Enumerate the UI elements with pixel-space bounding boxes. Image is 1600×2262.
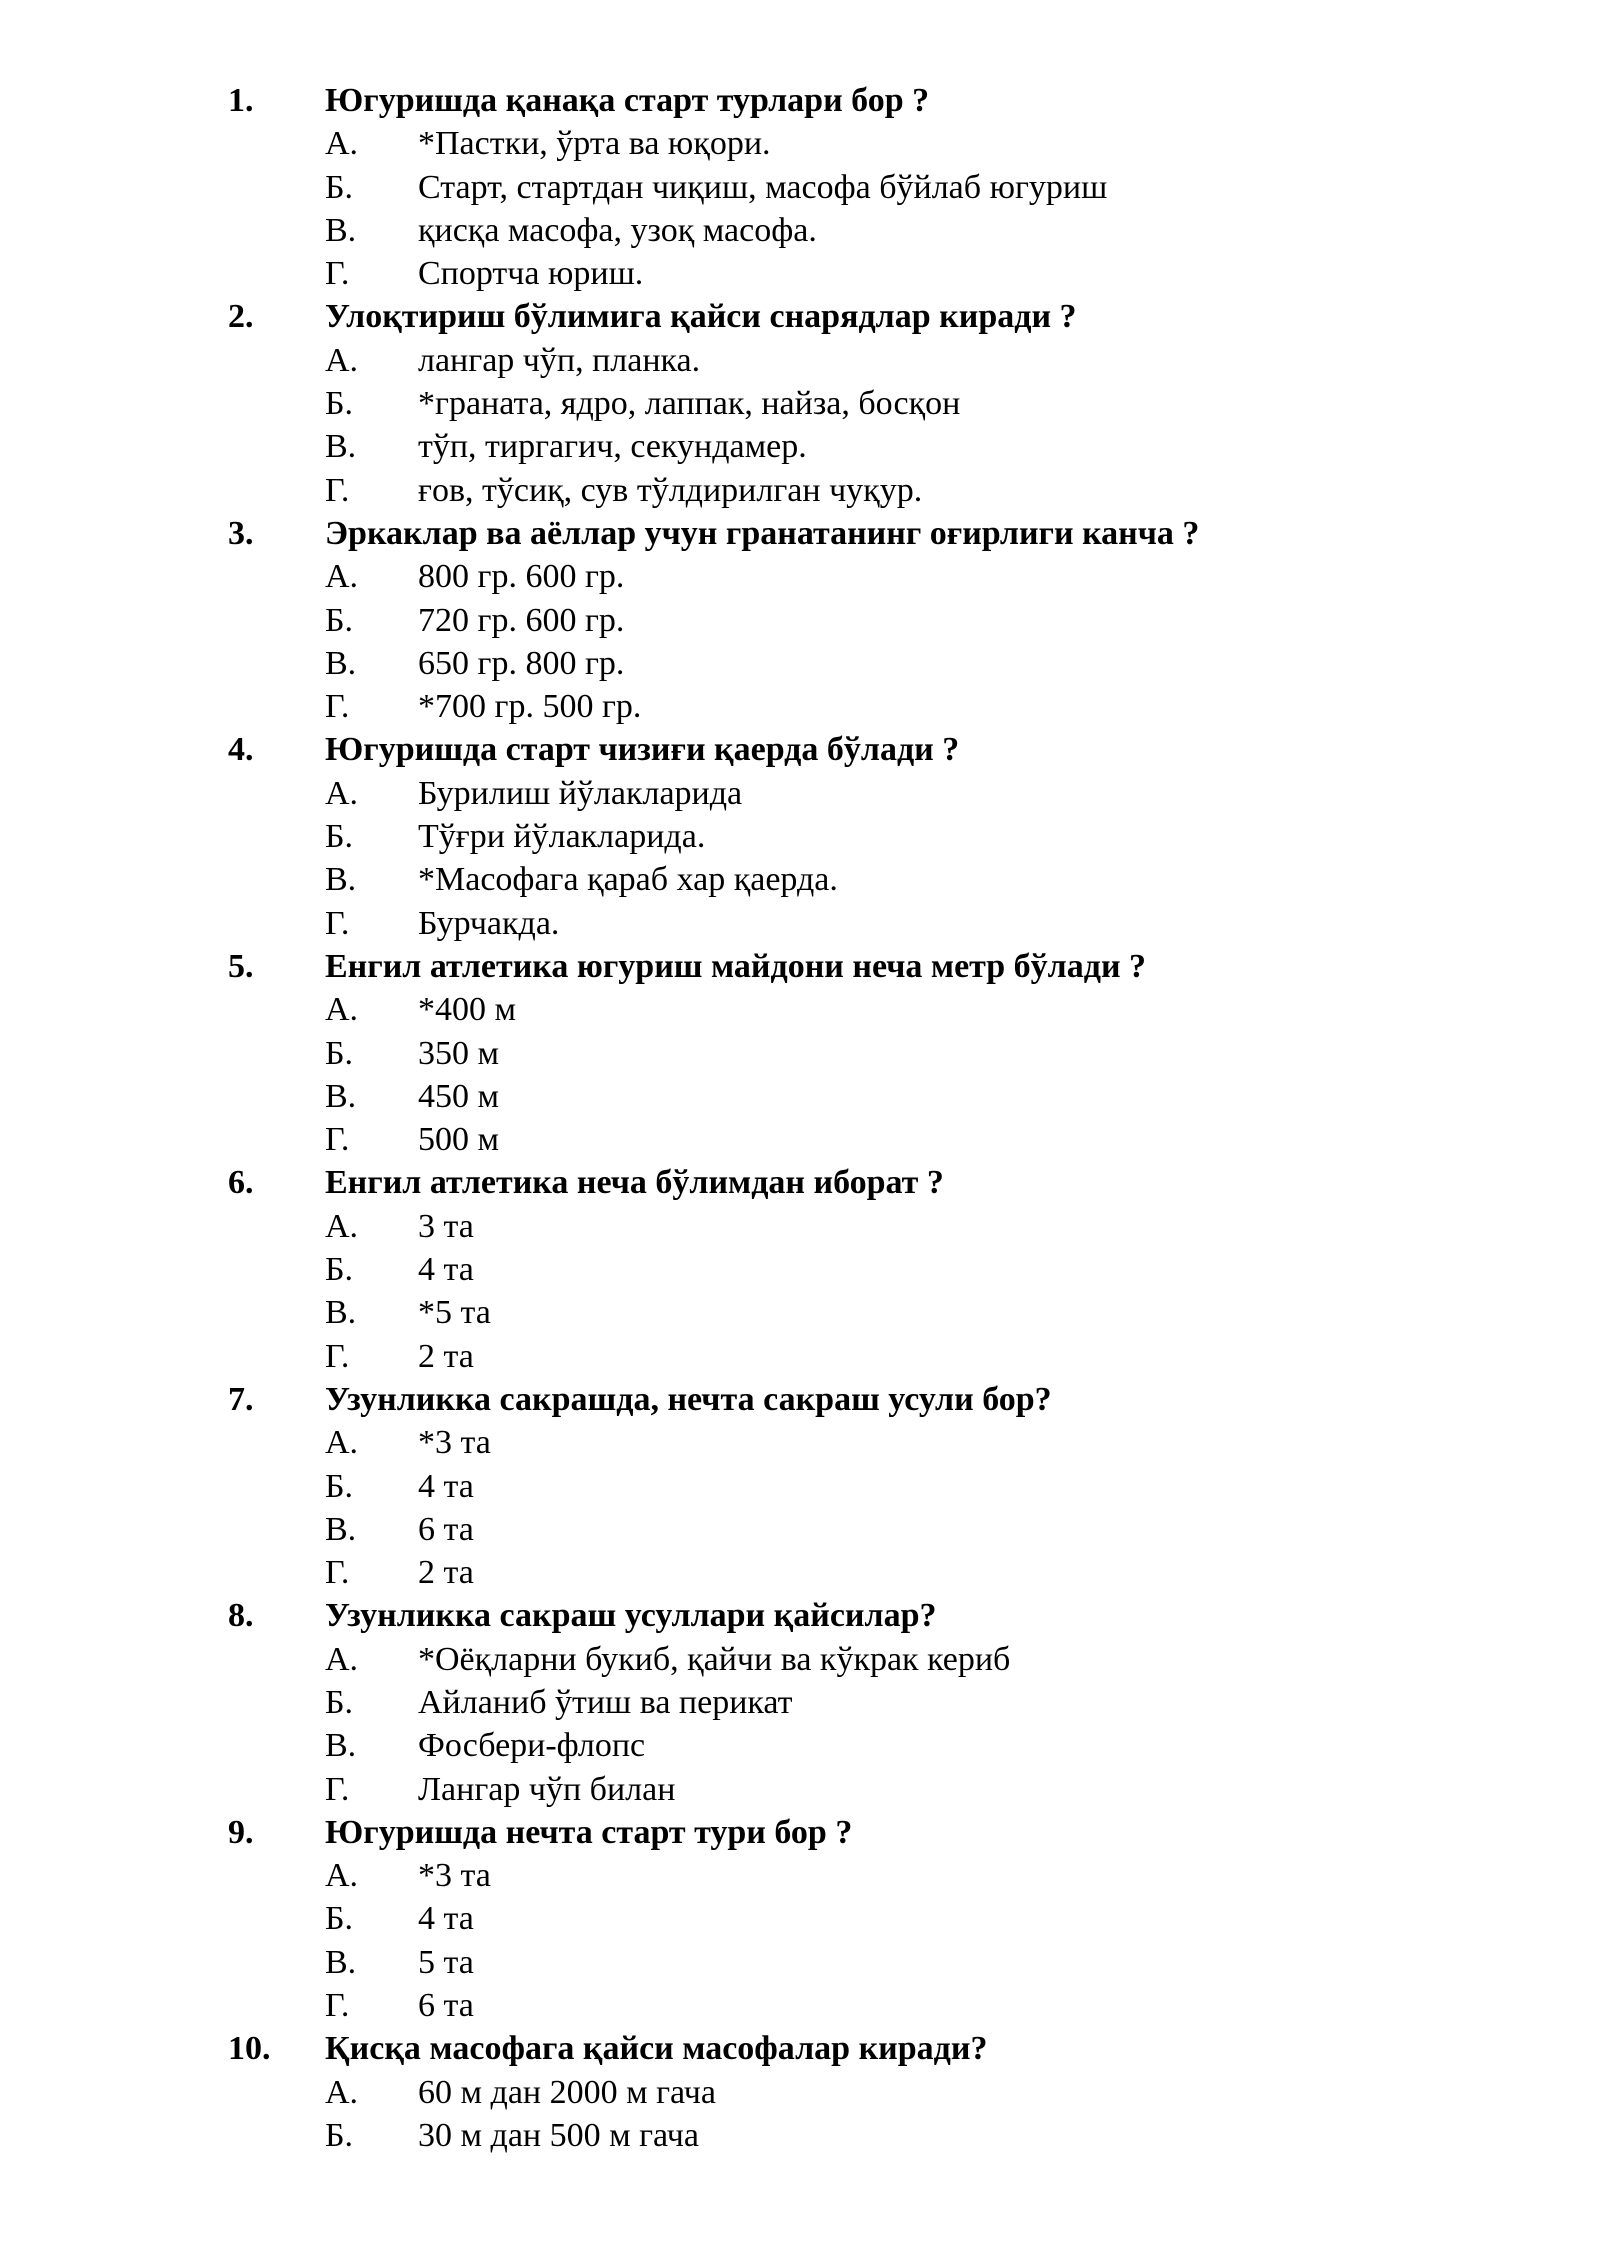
answer-option bbox=[0, 1118, 1600, 1161]
answer-option bbox=[0, 122, 1600, 165]
answer-option bbox=[0, 1032, 1600, 1075]
answer-option bbox=[0, 1854, 1600, 1897]
option-letter: В. bbox=[325, 1510, 357, 1548]
option-text: Лангар чўп билан bbox=[418, 1770, 676, 1808]
option-letter: А. bbox=[325, 558, 359, 596]
option-text: *3 та bbox=[418, 1857, 491, 1895]
question-number: 10. bbox=[228, 2030, 271, 2068]
option-letter: В. bbox=[325, 1077, 357, 1115]
question-item bbox=[0, 1378, 1600, 1594]
answer-option bbox=[0, 772, 1600, 815]
answer-option bbox=[0, 1768, 1600, 1811]
option-text: қисқа масофа, узоқ масофа. bbox=[418, 211, 817, 249]
answer-option bbox=[0, 642, 1600, 685]
answer-option bbox=[0, 1551, 1600, 1594]
question-number: 6. bbox=[228, 1164, 254, 1202]
quiz-list bbox=[0, 79, 1600, 2157]
question-text: Югуришда старт чизиғи қаерда бўлади ? bbox=[325, 731, 960, 769]
option-letter: Б. bbox=[325, 2116, 354, 2154]
question-text: Узунликка сакрашда, нечта сакраш усули бор? bbox=[325, 1380, 1052, 1418]
option-letter: В. bbox=[325, 1943, 357, 1981]
option-text: 3 та bbox=[418, 1207, 474, 1245]
question-item bbox=[0, 945, 1600, 1161]
option-letter: А. bbox=[325, 1857, 359, 1895]
option-text: 4 та bbox=[418, 1900, 474, 1938]
answer-option bbox=[0, 252, 1600, 295]
question-text: Эркаклар ва аёллар учун гранатанинг оғирлиги канча ? bbox=[325, 514, 1200, 552]
answer-option bbox=[0, 902, 1600, 945]
option-text: *Оёқларни букиб, қайчи ва кўкрак кериб bbox=[418, 1640, 1011, 1678]
option-letter: Б. bbox=[325, 1251, 354, 1289]
answer-option bbox=[0, 599, 1600, 642]
answer-option bbox=[0, 1421, 1600, 1464]
option-text: 2 та bbox=[418, 1554, 474, 1592]
question-heading bbox=[0, 295, 1600, 338]
option-text: Старт, стартдан чиқиш, масофа бўйлаб югуриш bbox=[418, 168, 1108, 206]
answer-option bbox=[0, 1465, 1600, 1508]
question-heading bbox=[0, 1378, 1600, 1421]
option-text: 4 та bbox=[418, 1251, 474, 1289]
option-text: 350 м bbox=[418, 1034, 500, 1072]
question-text: Қисқа масофага қайси масофалар киради? bbox=[325, 2030, 988, 2068]
answer-option bbox=[0, 209, 1600, 252]
option-text: 6 та bbox=[418, 1510, 474, 1548]
answer-option bbox=[0, 382, 1600, 425]
answer-option bbox=[0, 555, 1600, 598]
option-text: *3 та bbox=[418, 1424, 491, 1462]
answer-option bbox=[0, 1941, 1600, 1984]
question-number: 3. bbox=[228, 514, 254, 552]
question-text: Югуришда нечта старт тури бор ? bbox=[325, 1813, 853, 1851]
answer-option bbox=[0, 1984, 1600, 2027]
question-heading bbox=[0, 79, 1600, 122]
option-letter: В. bbox=[325, 211, 357, 249]
answer-option bbox=[0, 166, 1600, 209]
answer-option bbox=[0, 988, 1600, 1031]
option-text: тўп, тиргагич, секундамер. bbox=[418, 428, 807, 466]
question-item bbox=[0, 728, 1600, 944]
question-text: Югуришда қанақа старт турлари бор ? bbox=[325, 82, 930, 119]
option-text: *700 гр. 500 гр. bbox=[418, 688, 642, 726]
option-letter: Г. bbox=[325, 1121, 350, 1159]
question-item bbox=[0, 512, 1600, 728]
option-letter: Г. bbox=[325, 1987, 350, 2025]
answer-option bbox=[0, 1724, 1600, 1767]
answer-option bbox=[0, 1508, 1600, 1551]
question-item bbox=[0, 295, 1600, 511]
question-text: Енгил атлетика югуриш майдони неча метр бўлади ? bbox=[325, 947, 1147, 985]
option-letter: Г. bbox=[325, 1770, 350, 1808]
question-number: 2. bbox=[228, 298, 254, 336]
question-number: 1. bbox=[228, 82, 254, 119]
option-text: ғов, тўсиқ, сув тўлдирилган чуқур. bbox=[418, 471, 923, 509]
option-text: 720 гр. 600 гр. bbox=[418, 601, 625, 639]
option-text: 650 гр. 800 гр. bbox=[418, 644, 625, 682]
option-letter: Б. bbox=[325, 1467, 354, 1505]
answer-option bbox=[0, 858, 1600, 901]
question-heading bbox=[0, 1811, 1600, 1854]
question-heading bbox=[0, 2027, 1600, 2070]
question-text: Узунликка сакраш усуллари қайсилар? bbox=[325, 1597, 937, 1635]
option-text: 500 м bbox=[418, 1121, 500, 1159]
option-letter: А. bbox=[325, 774, 359, 812]
option-letter: Б. bbox=[325, 385, 354, 423]
question-number: 5. bbox=[228, 947, 254, 985]
option-letter: Г. bbox=[325, 904, 350, 942]
option-letter: А. bbox=[325, 1640, 359, 1678]
answer-option bbox=[0, 1335, 1600, 1378]
answer-option bbox=[0, 469, 1600, 512]
question-item bbox=[0, 2027, 1600, 2157]
question-number: 9. bbox=[228, 1813, 254, 1851]
option-text: Фосбери-флопс bbox=[418, 1727, 646, 1765]
answer-option bbox=[0, 1075, 1600, 1118]
option-text: 60 м дан 2000 м гача bbox=[418, 2073, 716, 2111]
option-text: 30 м дан 500 м гача bbox=[418, 2116, 699, 2154]
question-text: Улоқтириш бўлимига қайси снарядлар киради ? bbox=[325, 298, 1077, 336]
option-letter: Б. bbox=[325, 818, 354, 856]
option-letter: А. bbox=[325, 991, 359, 1029]
option-text: Бурчакда. bbox=[418, 904, 560, 942]
option-letter: А. bbox=[325, 341, 359, 379]
option-text: Бурилиш йўлакларида bbox=[418, 774, 743, 812]
question-heading bbox=[0, 945, 1600, 988]
question-heading bbox=[0, 728, 1600, 771]
option-text: 2 та bbox=[418, 1337, 474, 1375]
option-text: *Масофага қараб хар қаерда. bbox=[418, 861, 838, 899]
option-letter: Г. bbox=[325, 255, 350, 293]
answer-option bbox=[0, 1681, 1600, 1724]
option-letter: Б. bbox=[325, 1683, 354, 1721]
option-letter: Б. bbox=[325, 1034, 354, 1072]
answer-option bbox=[0, 2114, 1600, 2157]
option-letter: Г. bbox=[325, 1337, 350, 1375]
answer-option bbox=[0, 1638, 1600, 1681]
option-letter: А. bbox=[325, 2073, 359, 2111]
option-letter: В. bbox=[325, 1727, 357, 1765]
option-letter: Б. bbox=[325, 168, 354, 206]
option-letter: Г. bbox=[325, 688, 350, 726]
answer-option bbox=[0, 2071, 1600, 2114]
question-item bbox=[0, 79, 1600, 295]
option-text: *5 та bbox=[418, 1294, 491, 1332]
option-letter: Б. bbox=[325, 601, 354, 639]
option-letter: В. bbox=[325, 861, 357, 899]
option-letter: Г. bbox=[325, 1554, 350, 1592]
option-letter: Б. bbox=[325, 1900, 354, 1938]
question-heading bbox=[0, 512, 1600, 555]
answer-option bbox=[0, 425, 1600, 468]
option-text: *граната, ядро, лаппак, найза, босқон bbox=[418, 385, 961, 423]
question-number: 7. bbox=[228, 1380, 254, 1418]
answer-option bbox=[0, 1291, 1600, 1334]
option-text: 5 та bbox=[418, 1943, 474, 1981]
option-letter: В. bbox=[325, 428, 357, 466]
question-heading bbox=[0, 1594, 1600, 1637]
option-text: 450 м bbox=[418, 1077, 500, 1115]
option-text: 6 та bbox=[418, 1987, 474, 2025]
question-item bbox=[0, 1161, 1600, 1377]
question-number: 8. bbox=[228, 1597, 254, 1635]
option-text: лангар чўп, планка. bbox=[418, 341, 701, 379]
answer-option bbox=[0, 1248, 1600, 1291]
option-text: 800 гр. 600 гр. bbox=[418, 558, 625, 596]
option-letter: Г. bbox=[325, 471, 350, 509]
answer-option bbox=[0, 1205, 1600, 1248]
answer-option bbox=[0, 815, 1600, 858]
option-text: Тўғри йўлакларида. bbox=[418, 818, 706, 856]
option-text: *400 м bbox=[418, 991, 517, 1029]
question-heading bbox=[0, 1161, 1600, 1204]
option-letter: В. bbox=[325, 644, 357, 682]
question-item bbox=[0, 1811, 1600, 2027]
option-letter: А. bbox=[325, 125, 359, 163]
answer-option bbox=[0, 685, 1600, 728]
option-letter: А. bbox=[325, 1207, 359, 1245]
option-letter: В. bbox=[325, 1294, 357, 1332]
answer-option bbox=[0, 339, 1600, 382]
question-text: Енгил атлетика неча бўлимдан иборат ? bbox=[325, 1164, 944, 1202]
option-text: 4 та bbox=[418, 1467, 474, 1505]
option-letter: А. bbox=[325, 1424, 359, 1462]
option-text: Спортча юриш. bbox=[418, 255, 644, 293]
option-text: *Пастки, ўрта ва юқори. bbox=[418, 125, 771, 163]
option-text: Айланиб ўтиш ва перикат bbox=[418, 1683, 793, 1721]
question-number: 4. bbox=[228, 731, 254, 769]
question-item bbox=[0, 1594, 1600, 1810]
answer-option bbox=[0, 1897, 1600, 1940]
